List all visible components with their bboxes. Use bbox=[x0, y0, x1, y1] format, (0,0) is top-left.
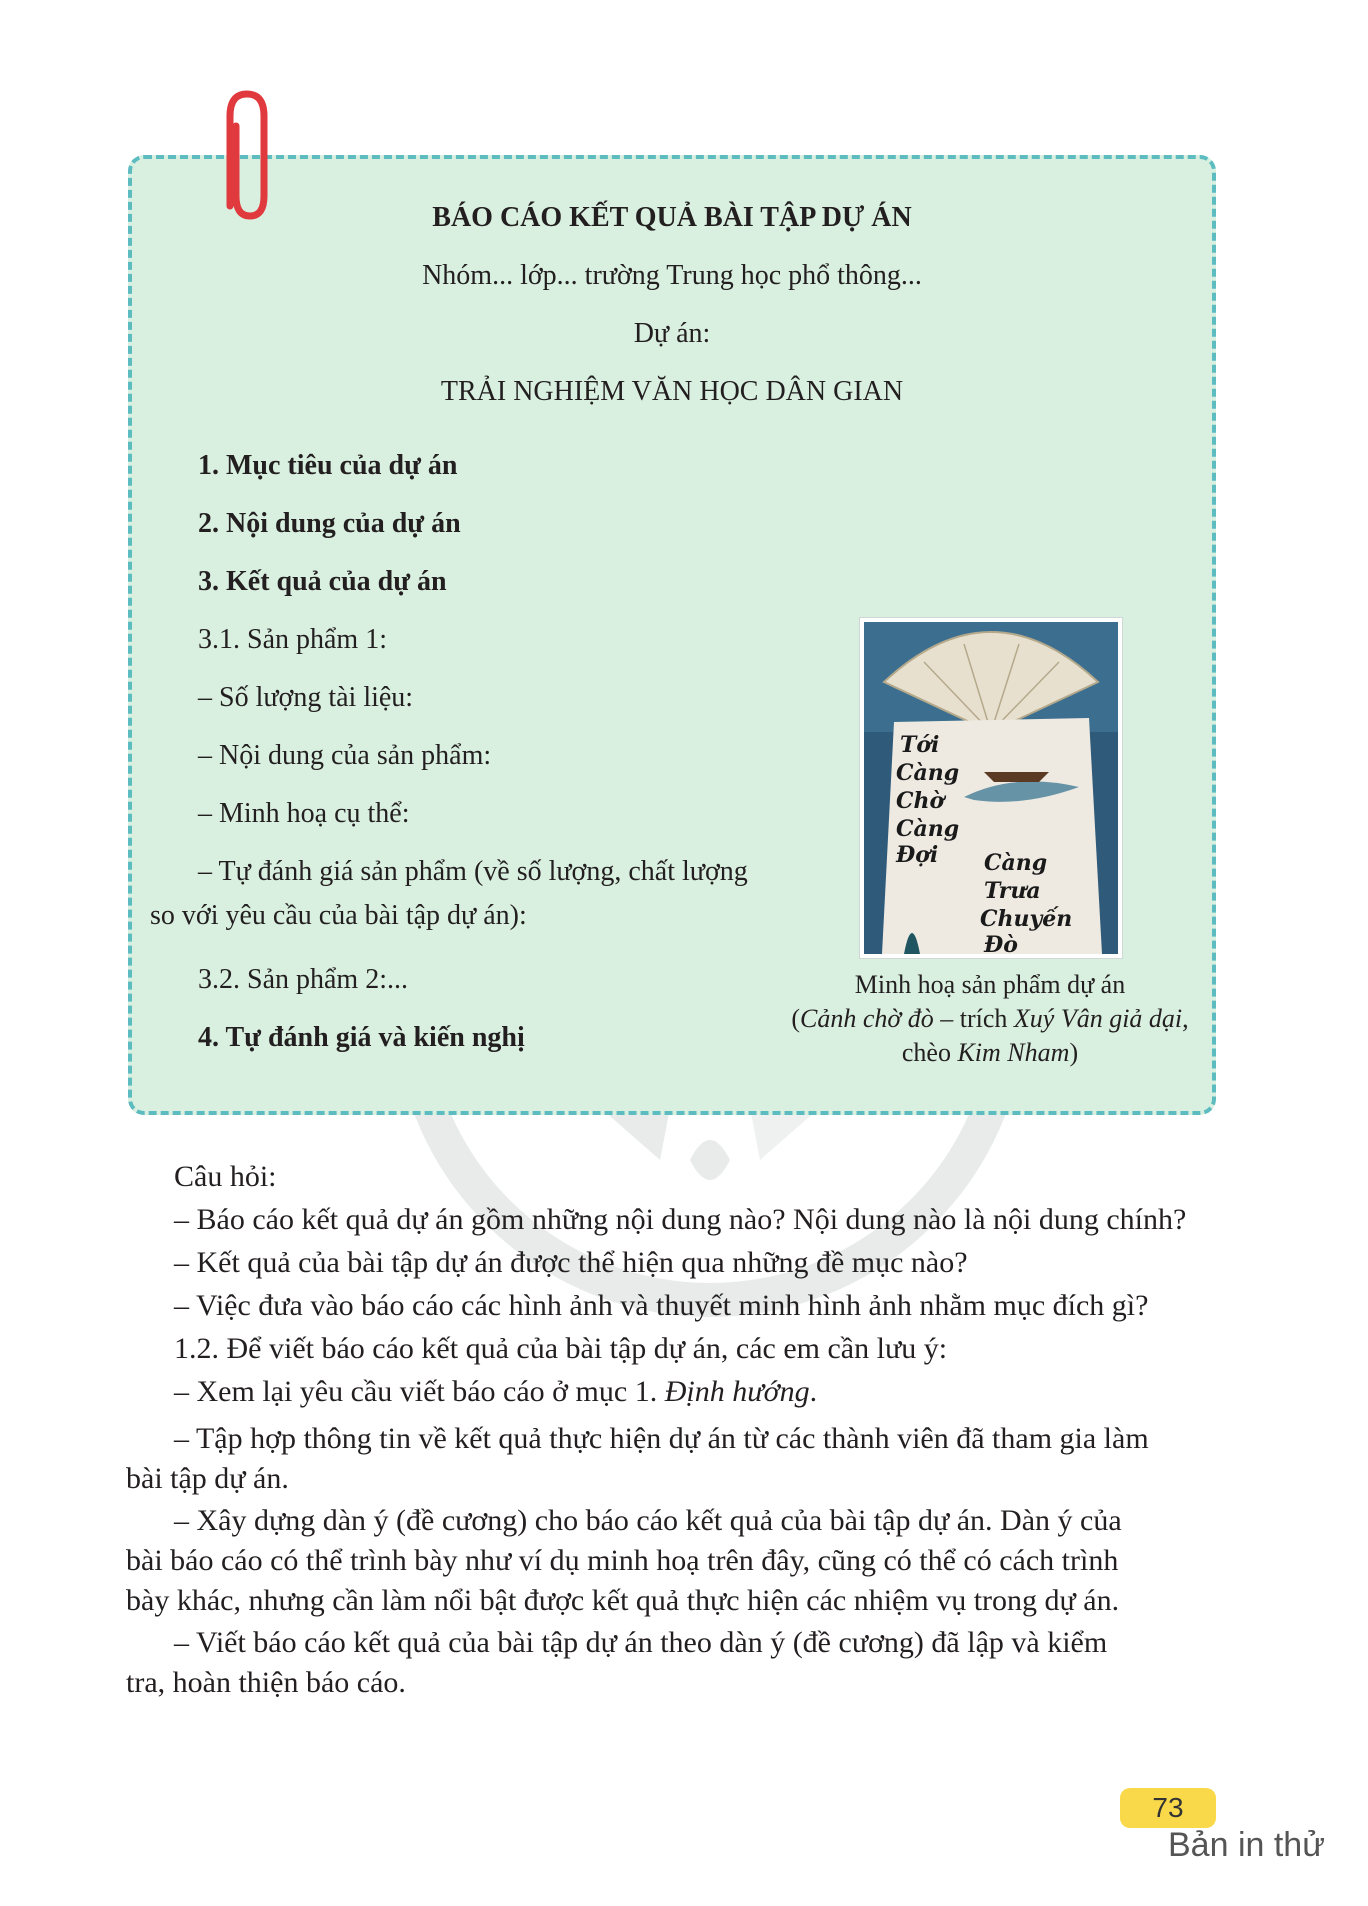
report-item-illustration: – Minh hoạ cụ thể: bbox=[198, 798, 410, 829]
question-2: – Kết quả của bài tập dự án được thể hiện qua những đề mục nào? bbox=[174, 1246, 968, 1279]
report-item-doc-count: – Số lượng tài liệu: bbox=[198, 682, 414, 713]
report-project-name: TRẢI NGHIỆM VĂN HỌC DÂN GIAN bbox=[440, 376, 904, 407]
report-item-product2: 3.2. Sản phẩm 2:... bbox=[198, 964, 408, 995]
report-item-recommend: 4. Tự đánh giá và kiến nghị bbox=[198, 1022, 525, 1053]
paragraph-outline-line3: bày khác, nhưng cần làm nổi bật được kết quả thực hiện các nhiệm vụ trong dự án. bbox=[126, 1584, 1120, 1617]
page-number-badge: 73 bbox=[1120, 1788, 1216, 1828]
figure-caption-line2: (Cảnh chờ đò – trích Xuý Vân giả dại, bbox=[791, 1004, 1189, 1033]
questions-heading: Câu hỏi: bbox=[174, 1160, 277, 1193]
review-note: – Xem lại yêu cầu viết báo cáo ở mục 1. Định hướng. bbox=[174, 1375, 818, 1408]
report-item-goal: 1. Mục tiêu của dự án bbox=[198, 450, 458, 481]
paragraph-outline-line1: – Xây dựng dàn ý (đề cương) cho báo cáo kết quả của bài tập dự án. Dàn ý của bbox=[174, 1504, 1122, 1537]
calligraphy-word: Đợi bbox=[896, 842, 939, 868]
figure-caption-line3: chèo Kim Nham) bbox=[901, 1038, 1079, 1067]
paragraph-outline-line2: bài báo cáo có thể trình bày như ví dụ minh hoạ trên đây, cũng có thể có cách trình bbox=[126, 1544, 1119, 1577]
calligraphy-word: Chờ bbox=[896, 788, 945, 814]
paragraph-write-line1: – Viết báo cáo kết quả của bài tập dự án theo dàn ý (đề cương) đã lập và kiểm bbox=[174, 1626, 1108, 1659]
project-product-photo bbox=[860, 618, 1122, 958]
calligraphy-word: Trưa bbox=[984, 878, 1041, 904]
question-1: – Báo cáo kết quả dự án gồm những nội dung nào? Nội dung nào là nội dung chính? bbox=[174, 1203, 1187, 1236]
section-1-2-heading: 1.2. Để viết báo cáo kết quả của bài tập dự án, các em cần lưu ý: bbox=[174, 1332, 948, 1365]
report-item-product1: 3.1. Sản phẩm 1: bbox=[198, 624, 387, 655]
report-item-content: 2. Nội dung của dự án bbox=[198, 508, 461, 539]
calligraphy-word: Tới bbox=[900, 732, 940, 758]
paragraph-write-line2: tra, hoàn thiện báo cáo. bbox=[126, 1666, 406, 1699]
paragraph-collect-line1: – Tập hợp thông tin về kết quả thực hiện dự án từ các thành viên đã tham gia làm bbox=[174, 1422, 1149, 1455]
report-item-product-content: – Nội dung của sản phẩm: bbox=[198, 740, 492, 771]
report-item-self-eval-2: so với yêu cầu của bài tập dự án): bbox=[150, 900, 527, 931]
report-title: BÁO CÁO KẾT QUẢ BÀI TẬP DỰ ÁN bbox=[432, 202, 912, 233]
calligraphy-word: Càng bbox=[896, 816, 960, 842]
report-project-label: Dự án: bbox=[633, 318, 711, 349]
calligraphy-word: Càng bbox=[984, 850, 1048, 876]
calligraphy-word: Càng bbox=[896, 760, 960, 786]
figure-caption-line1: Minh hoạ sản phẩm dự án bbox=[854, 970, 1126, 999]
paragraph-collect-line2: bài tập dự án. bbox=[126, 1462, 289, 1495]
report-item-self-eval-1: – Tự đánh giá sản phẩm (về số lượng, chất lượng bbox=[198, 856, 748, 887]
photo-illustration bbox=[864, 622, 1118, 954]
question-3: – Việc đưa vào báo cáo các hình ảnh và thuyết minh hình ảnh nhằm mục đích gì? bbox=[174, 1289, 1149, 1322]
draft-label: Bản in thử bbox=[1168, 1826, 1325, 1864]
calligraphy-word: Đò bbox=[984, 932, 1018, 954]
report-item-result: 3. Kết quả của dự án bbox=[198, 566, 447, 597]
calligraphy-word: Chuyến bbox=[980, 906, 1073, 932]
report-group-line: Nhóm... lớp... trường Trung học phổ thông... bbox=[422, 260, 922, 291]
